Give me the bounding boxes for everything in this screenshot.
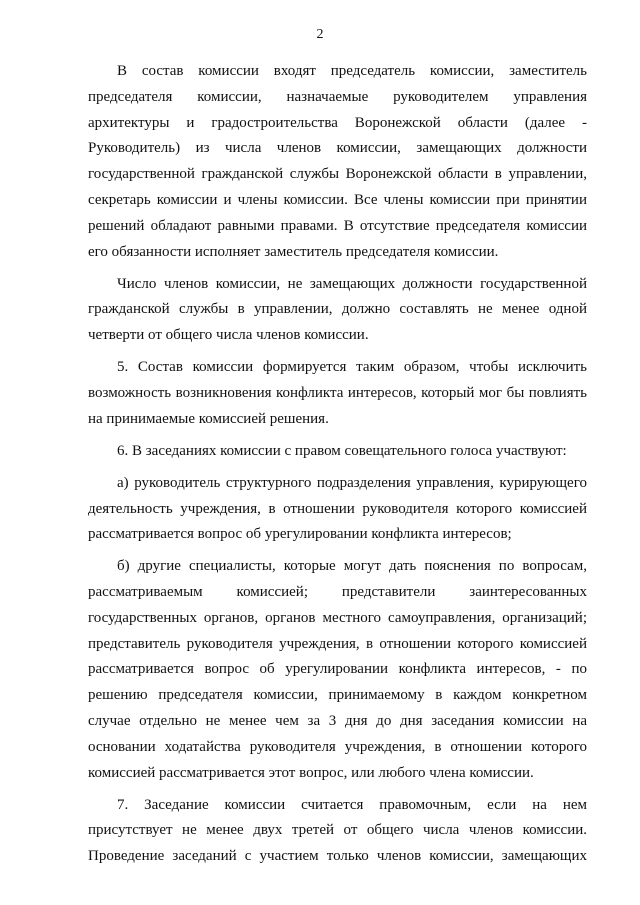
text-line: присутствует не менее двух третей от общего числа членов комиссии. xyxy=(88,822,587,839)
text-line: Число членов комиссии, не замещающих должности государственной xyxy=(117,275,587,292)
text-line: рассматривается вопрос об урегулировании конфликта интересов, - по xyxy=(88,661,587,678)
text-line: а) руководитель структурного подразделения управления, курирующего xyxy=(117,474,587,491)
text-line: Руководитель) из числа членов комиссии, замещающих должности xyxy=(88,140,587,157)
text-line: рассматриваемым комиссией; представители заинтересованных xyxy=(88,584,587,601)
text-line: рассматривается вопрос об урегулировании конфликта интересов; xyxy=(88,526,512,543)
document-body xyxy=(88,59,587,870)
text-line: комиссией рассматривается этот вопрос, или любого члена комиссии. xyxy=(88,764,534,781)
text-line: государственных органов, органов местного самоуправления, организаций; xyxy=(88,609,587,626)
text-line: основании ходатайства руководителя учреждения, в отношении которого xyxy=(88,738,587,755)
text-line: возможность возникновения конфликта интересов, который мог бы повлиять xyxy=(88,384,587,401)
text-line: гражданской службы в управлении, должно составлять не менее одной xyxy=(88,301,587,318)
text-line: 5. Состав комиссии формируется таким образом, чтобы исключить xyxy=(117,359,587,376)
text-line: секретарь комиссии и члены комиссии. Все члены комиссии при принятии xyxy=(88,191,587,208)
page-number: 2 xyxy=(316,27,324,42)
text-line: его обязанности исполняет заместитель председателя комиссии. xyxy=(88,243,499,260)
text-line: на принимаемые комиссией решения. xyxy=(88,410,329,427)
text-line: случае отдельно не менее чем за 3 дня до дня заседания комиссии на xyxy=(88,713,587,730)
text-line: 6. В заседаниях комиссии с правом совещательного голоса участвуют: xyxy=(117,442,567,459)
text-line: председателя комиссии, назначаемые руководителем управления xyxy=(88,88,587,105)
text-line: б) другие специалисты, которые могут дать пояснения по вопросам, xyxy=(117,558,587,575)
text-line: архитектуры и градостроительства Воронежской области (далее - xyxy=(88,114,587,131)
text-line: решений обладают равными правами. В отсутствие председателя комиссии xyxy=(88,217,587,234)
text-line: В состав комиссии входят председатель комиссии, заместитель xyxy=(117,63,587,79)
text-line: деятельность учреждения, в отношении руководителя которого комиссией xyxy=(88,500,587,517)
text-line: государственной гражданской службы Воронежской области в управлении, xyxy=(88,166,587,183)
text-line: Проведение заседаний с участием только членов комиссии, замещающих xyxy=(88,848,587,865)
text-line: 7. Заседание комиссии считается правомочным, если на нем xyxy=(117,796,587,813)
text-line: представитель руководителя учреждения, в отношении которого комиссией xyxy=(88,635,587,652)
text-line: решению председателя комиссии, принимаемому в каждом конкретном xyxy=(88,687,587,704)
text-line: четверти от общего числа членов комиссии. xyxy=(88,327,369,344)
